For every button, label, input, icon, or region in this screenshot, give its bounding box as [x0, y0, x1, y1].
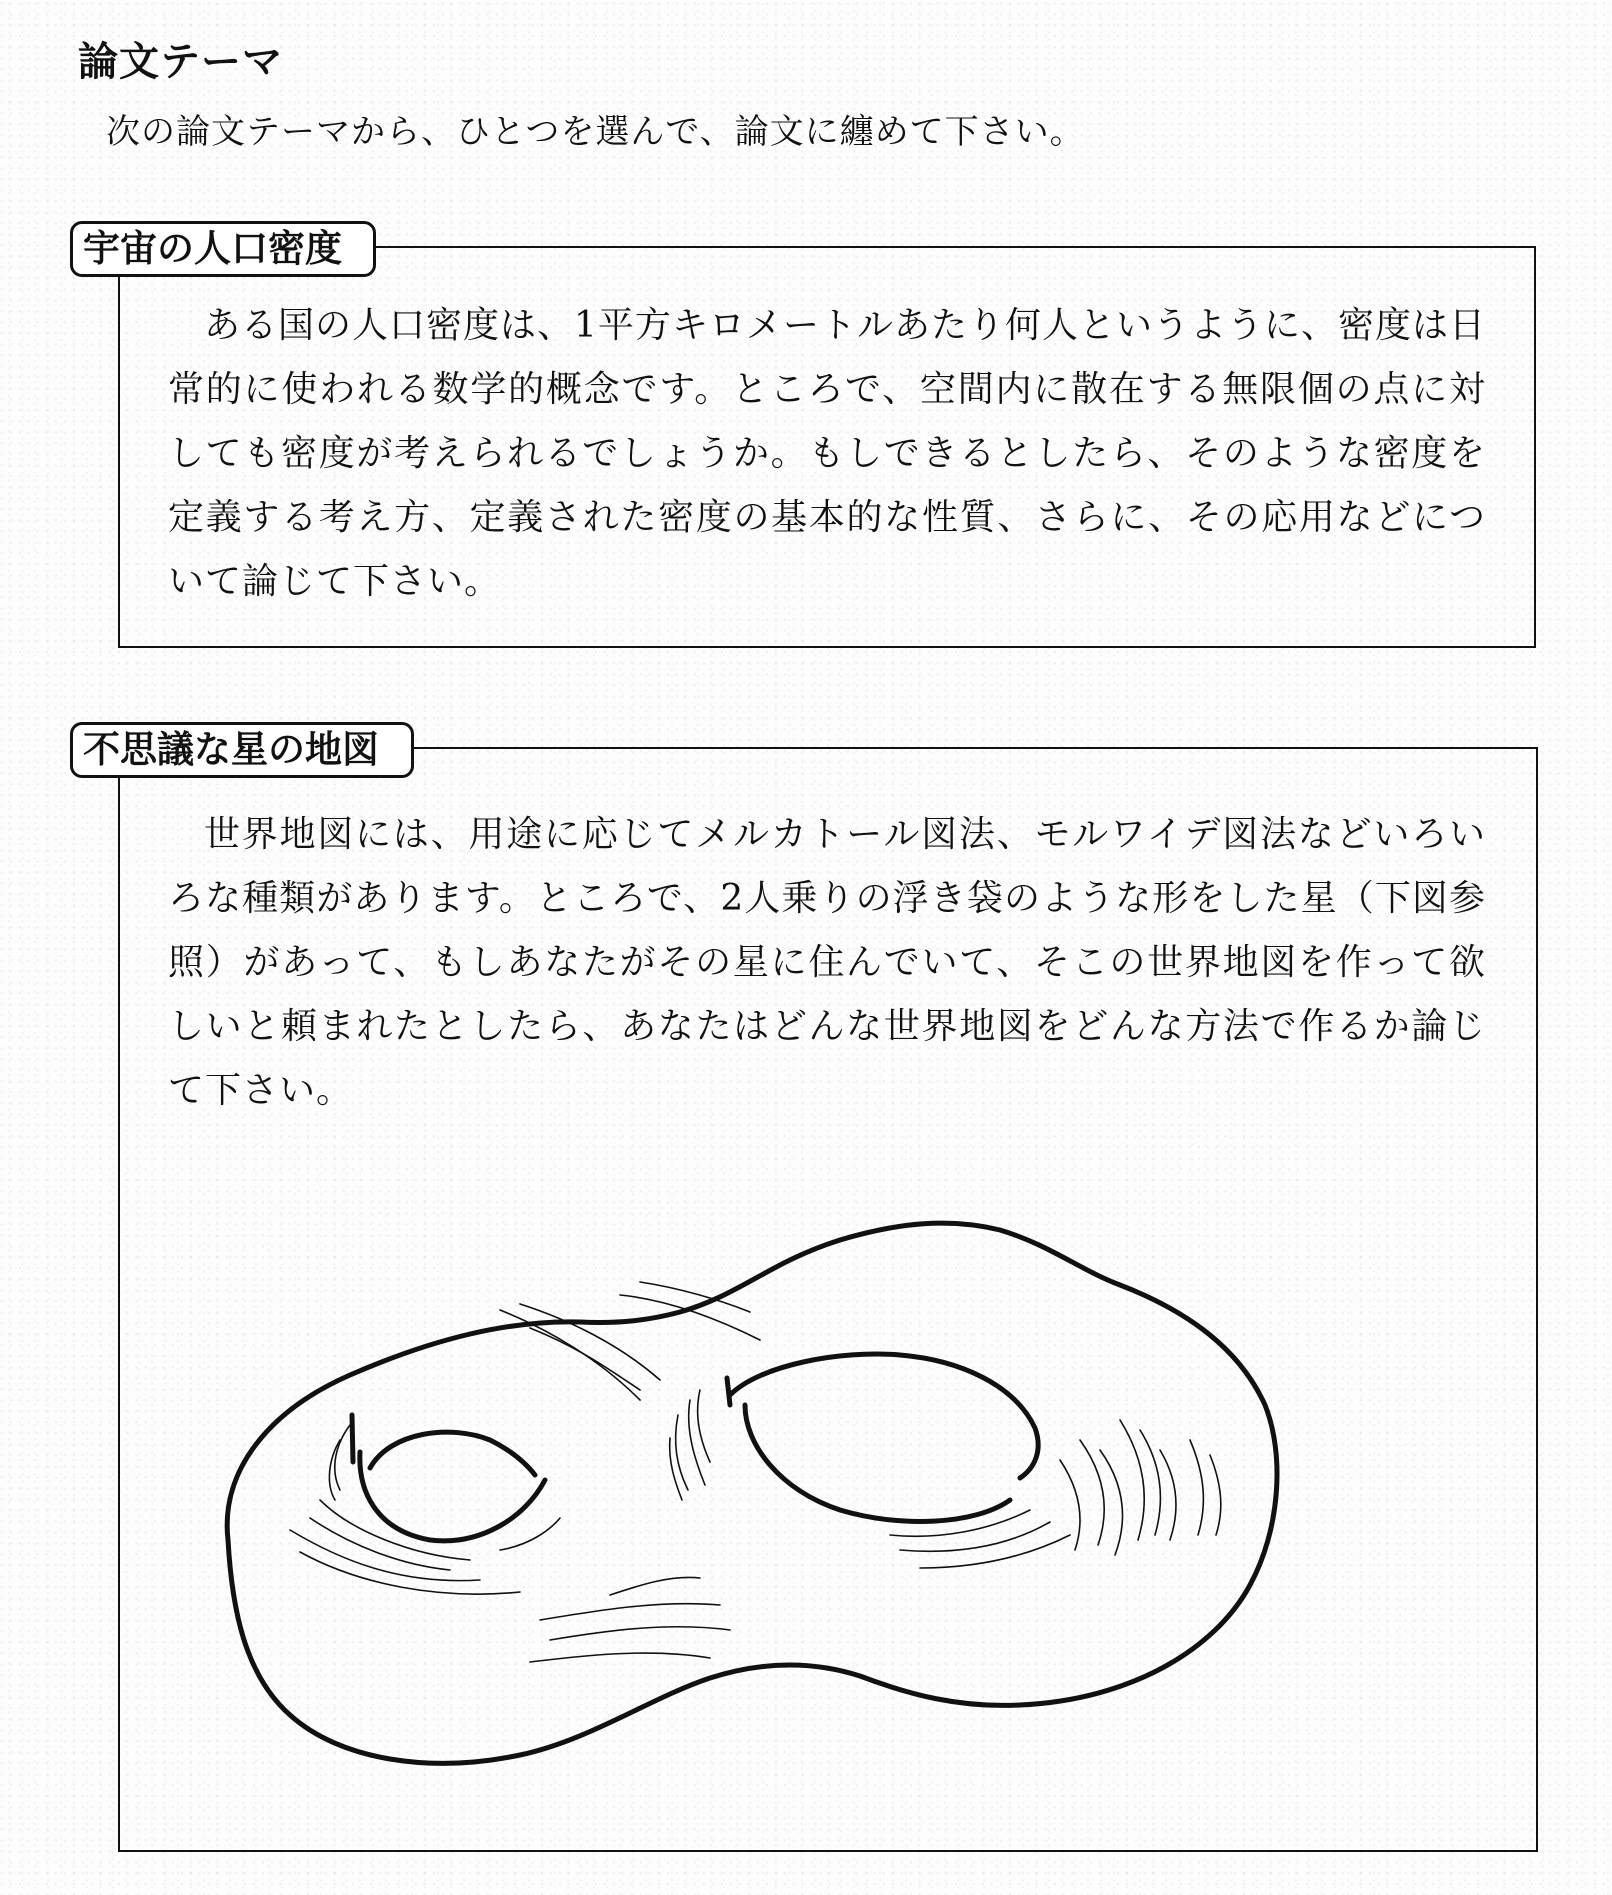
right-hole-top: [730, 1354, 1038, 1478]
instruction-text: 次の論文テーマから、ひとつを選んで、論文に纏めて下さい。: [106, 112, 1085, 152]
right-hole-rim: [727, 1378, 730, 1405]
section-body-population-density: ある国の人口密度は、1平方キロメートルあたり何人というように、密度は日常的に使われる数学的概念です。ところで、空間内に散在する無限個の点に対しても密度が考えられるでしょうか。もしできるとしたら、そのような密度を定義する考え方、定義された密度の基本的な性質、さらに、その応用などについて論じて下さい。: [168, 305, 1486, 602]
section-title-population-density: 宇宙の人口密度: [70, 221, 376, 277]
section-body-star-map: 世界地図には、用途に応じてメルカトール図法、モルワイデ図法などいろいろな種類があります。ところで、2人乗りの浮き袋のような形をした星（下図参照）があって、もしあなたがその星に住んでいて、そこの世界地図を作って欲しいと頼まれたとしたら、あなたはどんな世界地図をどんな方法で作るか論じて下さい。: [168, 814, 1486, 1111]
left-hole-rim: [352, 1415, 353, 1462]
shading-strokes: [290, 1282, 1221, 1662]
section-title-star-map: 不思議な星の地図: [70, 722, 414, 778]
right-hole-bottom: [745, 1405, 1010, 1521]
document-title: 論文テーマ: [78, 39, 283, 85]
double-torus-illustration: [200, 1200, 1460, 1800]
left-hole-bottom: [360, 1452, 545, 1541]
left-hole-top: [370, 1432, 535, 1475]
